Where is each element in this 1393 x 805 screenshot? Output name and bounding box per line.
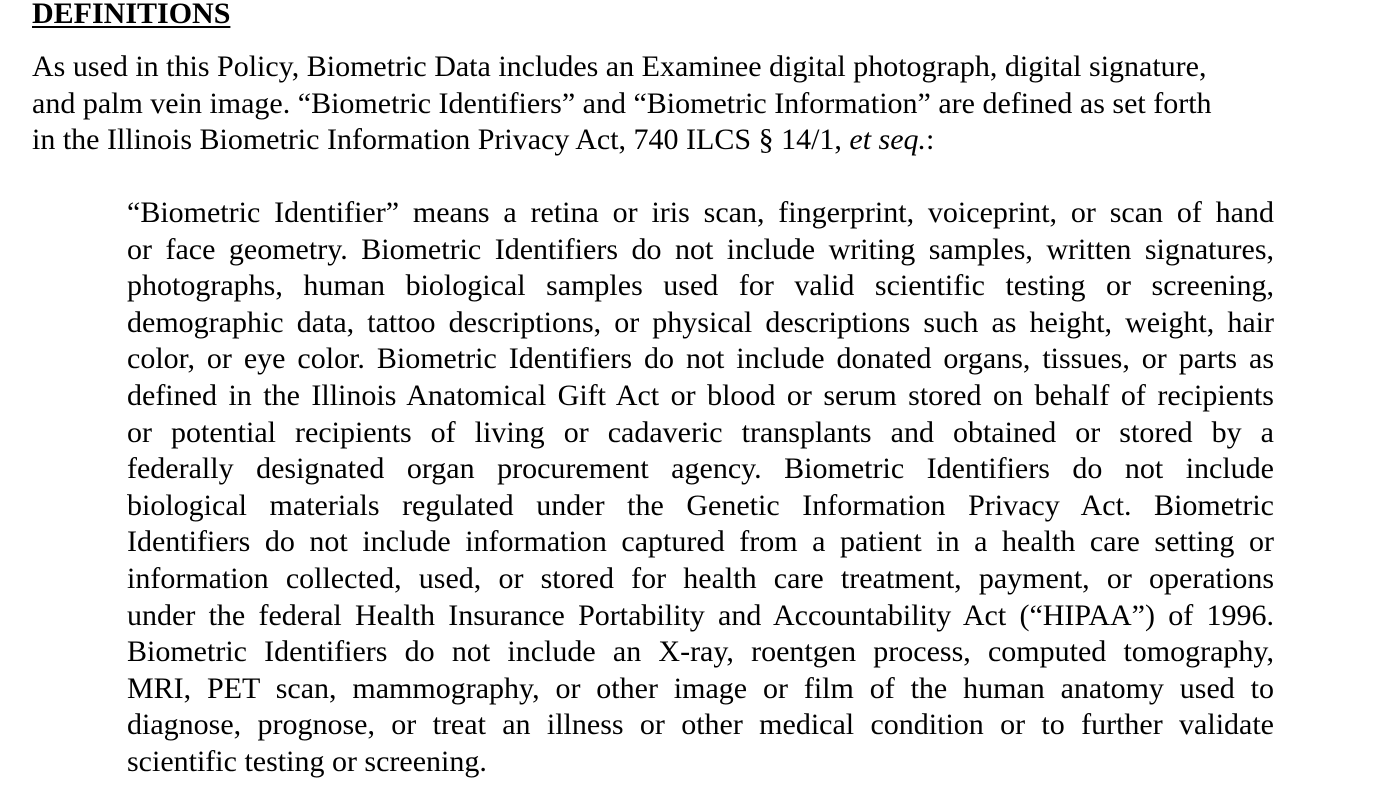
definition-line: information collected, used, or stored for health care treatment, payment, or operations [127, 561, 1274, 595]
definition-line: or potential recipients of living or cadaveric transplants and obtained or stored by a [127, 415, 1274, 449]
biometric-identifier-definition [127, 195, 1274, 781]
intro-line [32, 122, 1292, 159]
definition-line: scientific testing or screening. [127, 744, 487, 778]
definition-line: federally designated organ procurement agency. Biometric Identifiers do not include [127, 452, 1274, 486]
definition-line: demographic data, tattoo descriptions, or physical descriptions such as height, weight, hair [127, 305, 1274, 339]
definition-line: under the federal Health Insurance Portability and Accountability Act (“HIPAA”) of 1996. [127, 598, 1274, 632]
definition-line: color, or eye color. Biometric Identifiers do not include donated organs, tissues, or parts as [127, 342, 1274, 376]
intro-line-punctuation: : [926, 123, 935, 156]
et-seq-italic: et seq. [849, 123, 927, 156]
definition-line: MRI, PET scan, mammography, or other image or film of the human anatomy used to [127, 671, 1274, 705]
intro-line: As used in this Policy, Biometric Data includes an Examinee digital photograph, digital signature, [32, 50, 1207, 83]
definition-line: Biometric Identifiers do not include an X-ray, roentgen process, computed tomography, [127, 635, 1274, 669]
intro-line: and palm vein image. “Biometric Identifiers” and “Biometric Information” are defined as set forth [32, 86, 1212, 120]
definition-line: “Biometric Identifier” means a retina or iris scan, fingerprint, voiceprint, or scan of hand [127, 196, 1274, 229]
definition-line: photographs, human biological samples used for valid scientific testing or screening, [127, 269, 1274, 303]
intro-line-text: in the Illinois Biometric Information Privacy Act, 740 ILCS § 14/1, [32, 123, 850, 156]
definition-line: biological materials regulated under the Genetic Information Privacy Act. Biometric [127, 488, 1274, 522]
intro-paragraph [32, 49, 1292, 159]
definition-line: diagnose, prognose, or treat an illness or other medical condition or to further validate [127, 708, 1274, 742]
definition-line: Identifiers do not include information captured from a patient in a health care setting or [127, 525, 1274, 559]
section-heading: DEFINITIONS [32, 0, 231, 30]
definition-line: or face geometry. Biometric Identifiers do not include writing samples, written signatures, [127, 232, 1274, 266]
definition-line: defined in the Illinois Anatomical Gift Act or blood or serum stored on behalf of recipients [127, 378, 1274, 412]
